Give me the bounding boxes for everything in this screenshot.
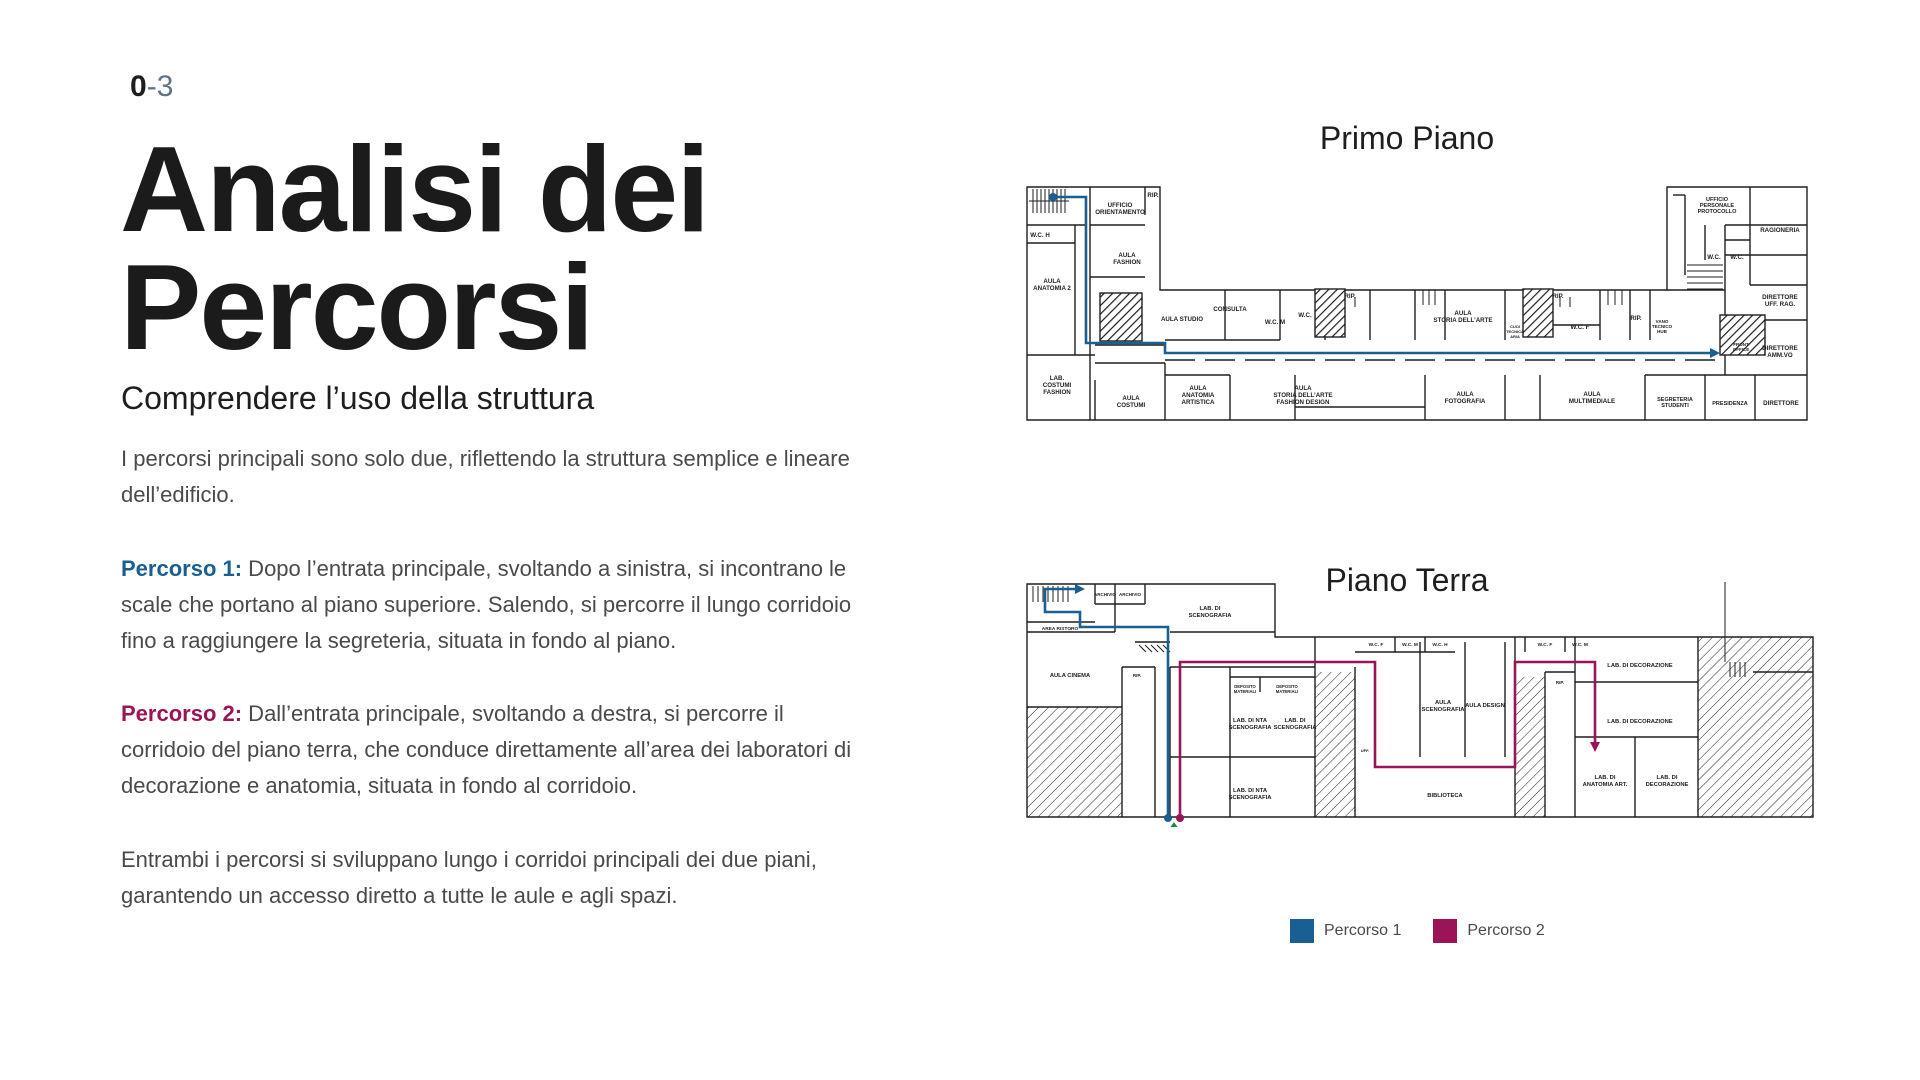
title-line-1: Analisi dei bbox=[120, 121, 709, 257]
path1-paragraph bbox=[121, 551, 861, 659]
room-rip: RIP. bbox=[1132, 673, 1142, 678]
intro-paragraph: I percorsi principali sono solo due, riflettendo la struttura semplice e lineare dell’edificio. bbox=[121, 446, 850, 507]
path1-text: Dopo l’entrata principale, svoltando a sinistra, si incontrano le scale che portano al piano superiore. Salendo, si percorre il lungo corridoio fino a raggiungere la segreteria, situata in fondo al piano. bbox=[121, 556, 852, 653]
svg-text:LAB. DISCENOGRAFIA bbox=[1274, 718, 1318, 731]
svg-text:AULAANATOMIAARTISTICA bbox=[1182, 385, 1216, 406]
room-front-office-1: FRONT bbox=[1733, 342, 1749, 347]
floor1-path1-arrow bbox=[1710, 348, 1720, 358]
room-lab-scen2-1: LAB. DI bbox=[1284, 718, 1306, 724]
room-consulta: CONSULTA bbox=[1213, 306, 1247, 313]
room-ufficio-orientamento-2: ORIENTAMENTO bbox=[1095, 209, 1145, 216]
room-anatomia-artistica-3: ARTISTICA bbox=[1181, 399, 1215, 406]
room-area-ristoro: AREA RISTORO bbox=[1041, 627, 1079, 632]
svg-text:AULAANATOMIA 2 bbox=[1033, 278, 1071, 292]
room-ufficio-personale-1: UFFICIO bbox=[1706, 197, 1728, 203]
svg-text:LAB. DI NTASCENOGRAFIA bbox=[1229, 788, 1273, 801]
room-vano-2: TECNICO bbox=[1651, 324, 1673, 329]
path1-label: Percorso 1: bbox=[121, 556, 243, 581]
floor0-labels bbox=[1042, 592, 1689, 801]
stairwell-block-3 bbox=[1523, 289, 1553, 337]
slide-number-current: 0 bbox=[130, 70, 147, 103]
room-ufficio-personale-2: PERSONALE bbox=[1699, 203, 1735, 209]
stairwell-block-1 bbox=[1100, 293, 1142, 341]
room-lab-costumi-1: LAB. bbox=[1049, 375, 1065, 382]
floor0-plan bbox=[1025, 582, 1815, 827]
floor1-plan bbox=[1025, 185, 1815, 425]
room-ufficio-small: UFF. bbox=[1360, 748, 1370, 753]
room-lab-deco3-2: DECORAZIONE bbox=[1645, 782, 1689, 788]
svg-text:DEPOSITOMATERIALI bbox=[1276, 684, 1299, 694]
room-vano-1: VANO bbox=[1655, 319, 1669, 324]
room-wc-h1: W.C. H bbox=[1432, 643, 1448, 648]
legend-label-path2: Percorso 2 bbox=[1467, 922, 1545, 939]
room-fotografia-1: AULA bbox=[1456, 391, 1474, 398]
room-storia-fashion-1: AULA bbox=[1294, 385, 1312, 392]
room-direttore: DIRETTORE bbox=[1763, 400, 1799, 407]
room-wc-m: W.C. M bbox=[1264, 319, 1286, 326]
room-deposito2-2: MATERIALI bbox=[1275, 689, 1299, 694]
svg-text:LAB. DIDECORAZIONE bbox=[1646, 775, 1689, 788]
path2-paragraph bbox=[121, 696, 861, 804]
room-ufficio-personale-3: PROTOCOLLO bbox=[1697, 209, 1737, 215]
svg-text:LAB. DI NTASCENOGRAFIA bbox=[1229, 718, 1273, 731]
room-rip-1: RIP. bbox=[1147, 192, 1159, 199]
room-archivio-2: ARCHIVIO bbox=[1118, 592, 1142, 597]
room-aula-scen-1: AULA bbox=[1434, 700, 1452, 706]
room-deposito2-1: DEPOSITO bbox=[1276, 684, 1298, 689]
conclusion-paragraph: Entrambi i percorsi si sviluppano lungo i corridoi principali dei due piani, garantendo un accesso diretto a tutte le aule e agli spazi. bbox=[121, 847, 817, 908]
room-lab-deco-1: LAB. DI DECORAZIONE bbox=[1607, 663, 1673, 669]
room-aula-costumi-2: COSTUMI bbox=[1116, 402, 1146, 409]
room-lab-deco-2: LAB. DI DECORAZIONE bbox=[1607, 719, 1673, 725]
room-wc-h: W.C. H bbox=[1030, 232, 1050, 239]
room-storia-fashion-2: STORIA DELL’ARTE bbox=[1273, 392, 1333, 399]
svg-text:AULASTORIA DELL’ARTEFASHION DE bbox=[1273, 385, 1332, 406]
room-vano-3: HUB bbox=[1657, 329, 1667, 334]
legend bbox=[1290, 919, 1577, 943]
room-rip-4: RIP. bbox=[1630, 315, 1642, 322]
floor1-path1-start bbox=[1049, 193, 1057, 201]
room-deposito1-2: MATERIALI bbox=[1233, 689, 1257, 694]
room-presidenza: PRESIDENZA bbox=[1712, 401, 1748, 407]
floor0-path1-arrow bbox=[1075, 584, 1085, 594]
room-cuoi-3: ARIA bbox=[1510, 334, 1520, 339]
room-wc-3: W.C. bbox=[1730, 254, 1744, 261]
room-rip-2: RIP. bbox=[1555, 680, 1565, 685]
svg-text:LAB.COSTUMIFASHION bbox=[1043, 375, 1072, 396]
room-wc-f: W.C. F bbox=[1570, 324, 1590, 331]
room-aula-storia-1: AULA bbox=[1454, 310, 1472, 317]
room-storia-fashion-3: FASHION DESIGN bbox=[1276, 399, 1330, 406]
svg-text:VANOTECNICOHUB bbox=[1652, 319, 1673, 334]
title-line-2: Percorsi bbox=[120, 239, 593, 375]
path2-text: Dall’entrata principale, svoltando a destra, si percorre il corridoio del piano terra, che conduce direttamente all’area dei laboratori di decorazione e anatomia, situata in fondo al corridoio. bbox=[121, 701, 852, 798]
svg-text:UFFICIOPERSONALEPROTOCOLLO bbox=[1698, 197, 1737, 215]
room-rip-2: RIP. bbox=[1344, 293, 1356, 300]
floor0-title: Piano Terra bbox=[1325, 562, 1489, 598]
room-segreteria-2: STUDENTI bbox=[1661, 403, 1689, 409]
room-archivio-1: ARCHIVIO bbox=[1093, 592, 1117, 597]
room-cuoi-2: TECNICA bbox=[1506, 329, 1524, 334]
room-ragioneria: RAGIONERIA bbox=[1760, 227, 1800, 234]
svg-text:LAB. DISCENOGRAFIA bbox=[1189, 606, 1233, 619]
entrance-arrow-head bbox=[1169, 822, 1179, 827]
room-direttore-rag-1: DIRETTORE bbox=[1762, 294, 1798, 301]
room-aula-anatomia2-1: AULA bbox=[1043, 278, 1061, 285]
room-wc-m2: W.C. M bbox=[1572, 643, 1588, 648]
room-segreteria-1: SEGRETERIA bbox=[1657, 397, 1693, 403]
hatched-area-3 bbox=[1515, 677, 1545, 817]
room-aula-studio: AULA STUDIO bbox=[1160, 316, 1204, 323]
room-wc-m1: W.C. M bbox=[1402, 643, 1418, 648]
floor1-title: Primo Piano bbox=[1319, 120, 1495, 156]
room-aula-fashion-1: AULA bbox=[1118, 252, 1136, 259]
slide-number-separator: - bbox=[146, 70, 157, 103]
path2-label: Percorso 2: bbox=[121, 701, 243, 726]
room-fotografia-2: FOTOGRAFIA bbox=[1444, 398, 1486, 405]
room-aula-storia-2: STORIA DELL’ARTE bbox=[1433, 317, 1493, 324]
room-aula-fashion-2: FASHION bbox=[1113, 259, 1141, 266]
legend-label-path1: Percorso 1 bbox=[1324, 922, 1402, 939]
room-direttore-amm-2: AMM.VO bbox=[1767, 352, 1793, 359]
hatched-area-4 bbox=[1698, 637, 1813, 817]
room-ufficio-orientamento-1: UFFICIO bbox=[1107, 202, 1133, 209]
slide-number bbox=[130, 70, 173, 104]
room-lab-scen-top-2: SCENOGRAFIA bbox=[1188, 613, 1232, 619]
room-wc-1: W.C. bbox=[1298, 312, 1312, 319]
room-direttore-rag-2: UFF. RAG. bbox=[1764, 301, 1796, 308]
svg-text:DEPOSITOMATERIALI bbox=[1234, 684, 1257, 694]
room-aula-design: AULA DESIGN bbox=[1465, 703, 1505, 709]
room-rip-3: RIP. bbox=[1552, 293, 1564, 300]
svg-text:DIRETTOREUFF. RAG. bbox=[1762, 294, 1798, 308]
svg-text:AULACOSTUMI bbox=[1117, 395, 1146, 409]
floor0-walls bbox=[1027, 582, 1813, 817]
legend-item-path2 bbox=[1433, 919, 1544, 943]
floor0-path2-start bbox=[1176, 814, 1184, 822]
room-aula-costumi-1: AULA bbox=[1122, 395, 1140, 402]
floor0-path2-arrow bbox=[1590, 742, 1600, 752]
svg-text:AULAFASHION bbox=[1113, 252, 1141, 266]
room-lab-scen3-1: LAB. DI NTA bbox=[1232, 788, 1268, 794]
room-wc-2: W.C. bbox=[1707, 254, 1721, 261]
room-wc-f2: W.C. F bbox=[1537, 643, 1553, 648]
svg-text:AULAMULTIMEDIALE bbox=[1569, 391, 1615, 405]
svg-text:LAB. DIANATOMIA ART. bbox=[1583, 775, 1628, 788]
page-title bbox=[120, 121, 709, 375]
room-lab-scen1-2: SCENOGRAFIA bbox=[1228, 725, 1272, 731]
hatched-area-2 bbox=[1315, 672, 1355, 817]
legend-swatch-path1 bbox=[1290, 919, 1314, 943]
svg-text:AULASCENOGRAFIA bbox=[1422, 700, 1466, 713]
floor0-path1-start bbox=[1164, 814, 1172, 822]
room-front-office-2: OFFICE bbox=[1732, 347, 1750, 352]
svg-text:UFFICIOORIENTAMENTO bbox=[1095, 202, 1145, 216]
room-direttore-amm-1: DIRETTORE bbox=[1762, 345, 1798, 352]
room-anatomia-artistica-1: AULA bbox=[1189, 385, 1207, 392]
floor1-walls bbox=[1027, 187, 1807, 420]
page-subtitle: Comprendere l’uso della struttura bbox=[121, 380, 595, 416]
room-aula-scen-2: SCENOGRAFIA bbox=[1421, 707, 1465, 713]
slide-number-total: 3 bbox=[156, 70, 174, 103]
room-biblioteca: BIBLIOTECA bbox=[1427, 793, 1463, 799]
svg-text:SEGRETERIASTUDENTI bbox=[1657, 397, 1693, 409]
room-cuoi-1: CUOI bbox=[1510, 324, 1520, 329]
room-deposito1-1: DEPOSITO bbox=[1234, 684, 1256, 689]
room-lab-anatomia-1: LAB. DI bbox=[1594, 775, 1616, 781]
room-lab-scen1-1: LAB. DI NTA bbox=[1232, 718, 1268, 724]
room-anatomia-artistica-2: ANATOMIA bbox=[1181, 392, 1215, 399]
room-lab-scen2-2: SCENOGRAFIA bbox=[1273, 725, 1317, 731]
room-lab-anatomia-2: ANATOMIA ART. bbox=[1582, 782, 1628, 788]
room-aula-anatomia2-2: ANATOMIA 2 bbox=[1033, 285, 1071, 292]
svg-text:FRONTOFFICE bbox=[1733, 342, 1750, 352]
room-multimediale-2: MULTIMEDIALE bbox=[1568, 398, 1616, 405]
stairwell-block-2 bbox=[1315, 289, 1345, 337]
svg-text:AULAFOTOGRAFIA bbox=[1445, 391, 1486, 405]
room-wc-f1: W.C. F bbox=[1368, 643, 1384, 648]
room-lab-costumi-3: FASHION bbox=[1043, 389, 1071, 396]
svg-text:AULASTORIA DELL’ARTE bbox=[1433, 310, 1492, 324]
room-lab-scen3-2: SCENOGRAFIA bbox=[1228, 795, 1272, 801]
legend-item-path1 bbox=[1290, 919, 1401, 943]
room-lab-scen-top-1: LAB. DI bbox=[1199, 606, 1221, 612]
room-lab-deco3-1: LAB. DI bbox=[1656, 775, 1678, 781]
room-lab-costumi-2: COSTUMI bbox=[1042, 382, 1072, 389]
svg-text:DIRETTOREAMM.VO bbox=[1762, 345, 1798, 359]
room-multimediale-1: AULA bbox=[1583, 391, 1601, 398]
floor1-path1-line bbox=[1053, 197, 1710, 353]
room-aula-cinema: AULA CINEMA bbox=[1049, 673, 1091, 679]
hatched-area-1 bbox=[1027, 707, 1122, 817]
legend-swatch-path2 bbox=[1433, 919, 1457, 943]
svg-text:CUOITECNICAARIA bbox=[1506, 324, 1524, 339]
